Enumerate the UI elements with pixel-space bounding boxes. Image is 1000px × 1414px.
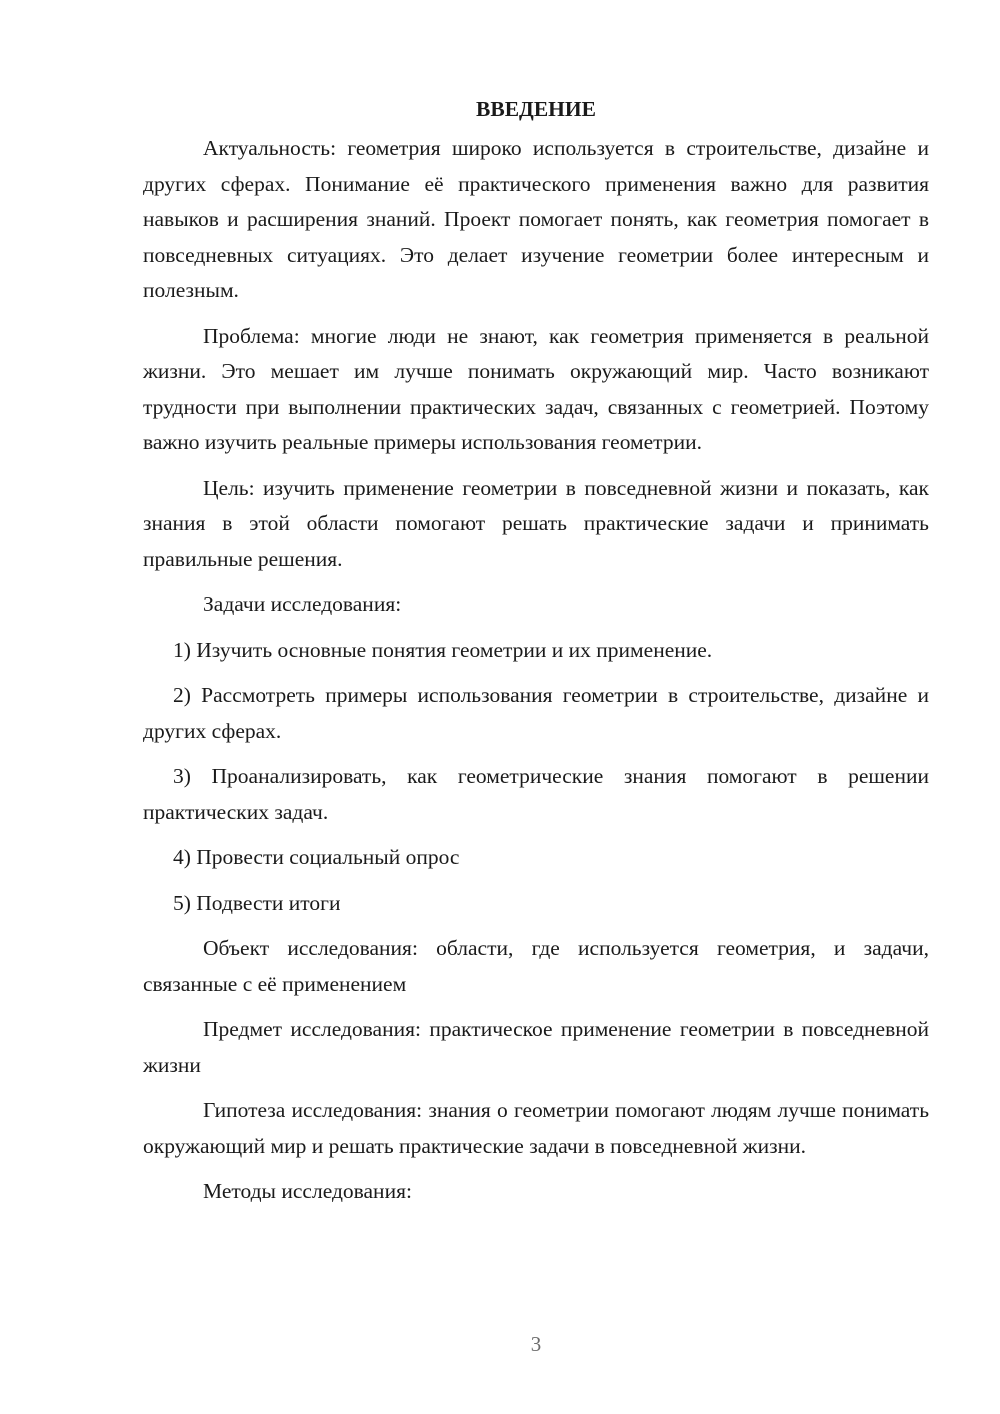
paragraph-problem: Проблема: многие люди не знают, как геометрия применяется в реальной жизни. Это мешает им лучше понимать окружающий мир. Часто возникают трудности при выполнении практических задач, связанных с геометрией. Поэтому важно изучить реальные примеры использования геометрии.: [143, 323, 929, 454]
tasks-heading: Задачи исследования:: [203, 592, 402, 616]
page-number: 3: [530, 1332, 542, 1356]
task-item-1: 1) Изучить основные понятия геометрии и их применение.: [173, 637, 713, 662]
task-item-4: 4) Провести социальный опрос: [173, 845, 460, 869]
document-page: [143, 92, 929, 1220]
paragraph-relevance: Актуальность: геометрия широко используется в строительстве, дизайне и других сферах. Понимание её практического применения важно для развития навыков и расширения знаний. Проект помогает понять, как геометрия помогает в повседневных ситуациях. Это делает изучение геометрии более интересным и полезным.: [143, 136, 929, 302]
task-item-3: 3) Проанализировать, как геометрические знания помогают в решении практических задач.: [143, 764, 929, 824]
section-title: ВВЕДЕНИЕ: [476, 97, 596, 121]
task-item-2: 2) Рассмотреть примеры использования геометрии в строительстве, дизайне и других сферах.: [143, 683, 929, 743]
paragraph-subject: Предмет исследования: практическое применение геометрии в повседневной жизни: [143, 1017, 929, 1077]
task-item-5: 5) Подвести итоги: [173, 890, 341, 915]
paragraph-hypothesis: Гипотеза исследования: знания о геометрии помогают людям лучше понимать окружающий мир и решать практические задачи в повседневной жизни.: [143, 1098, 929, 1158]
methods-heading: Методы исследования:: [203, 1179, 412, 1203]
paragraph-goal: Цель: изучить применение геометрии в повседневной жизни и показать, как знания в этой области помогают решать практические задачи и принимать правильные решения.: [143, 475, 929, 571]
paragraph-object: Объект исследования: области, где используется геометрия, и задачи, связанные с её применением: [143, 936, 929, 996]
